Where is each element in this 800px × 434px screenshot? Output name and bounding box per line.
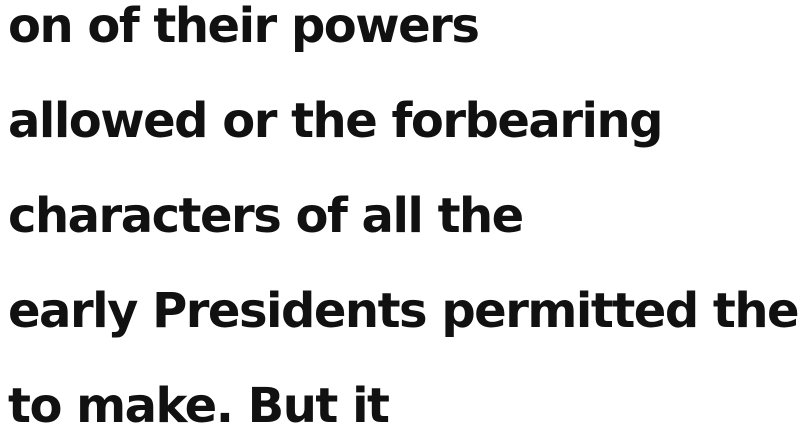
text-line: to make. But it bbox=[8, 378, 389, 434]
text-line: characters of all the bbox=[8, 188, 523, 244]
text-line: early Presidents permitted the bbox=[8, 283, 799, 339]
text-line: on of their powers bbox=[8, 0, 479, 54]
text-line: allowed or the forbearing bbox=[8, 93, 662, 149]
